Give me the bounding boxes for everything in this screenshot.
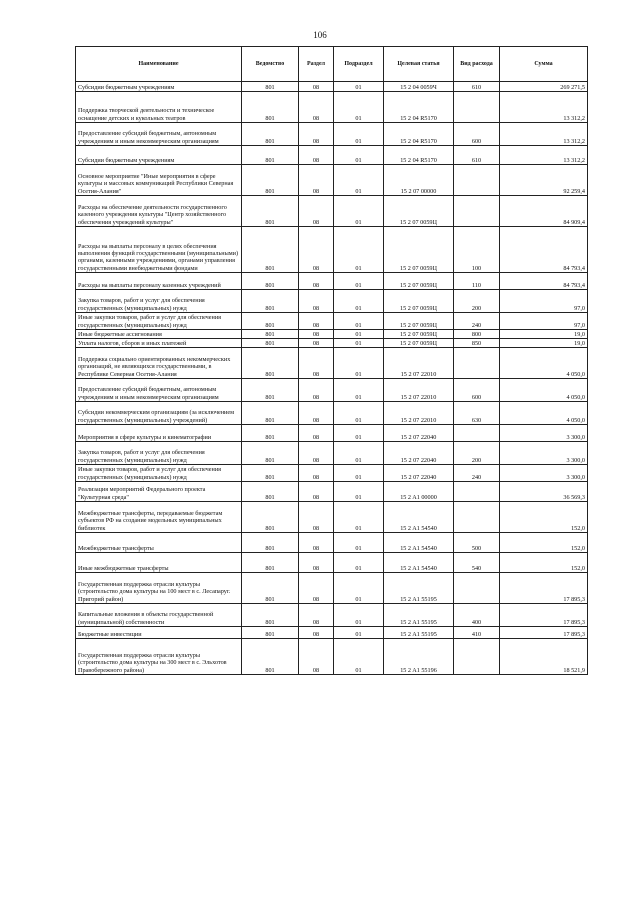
cell-vid-raskhoda: 850: [454, 339, 500, 348]
cell-vedomstvo: 801: [242, 146, 299, 165]
cell-vedomstvo: 801: [242, 604, 299, 627]
cell-vid-raskhoda: 110: [454, 273, 500, 290]
cell-summa: 152,0: [500, 533, 588, 553]
cell-vid-raskhoda: 240: [454, 465, 500, 482]
table-row: [76, 379, 588, 402]
cell-name: Предоставление субсидий бюджетным, автономным учреждениям и иным некоммерческим организациям: [76, 123, 242, 146]
table-header-row: [76, 47, 588, 82]
cell-vid-raskhoda: 240: [454, 313, 500, 330]
cell-name: Иные бюджетные ассигнования: [76, 330, 242, 339]
cell-summa: 84 909,4: [500, 196, 588, 227]
cell-razdel: 08: [299, 92, 334, 123]
cell-tselevaya-statya: 15 2 04 R5170: [384, 123, 454, 146]
cell-razdel: 08: [299, 273, 334, 290]
cell-vedomstvo: 801: [242, 165, 299, 196]
cell-tselevaya-statya: 15 2 07 0059Ц: [384, 313, 454, 330]
cell-razdel: 08: [299, 82, 334, 92]
cell-podrazdel: 01: [334, 482, 384, 502]
cell-tselevaya-statya: 15 2 04 0059Ч: [384, 82, 454, 92]
cell-razdel: 08: [299, 627, 334, 639]
cell-razdel: 08: [299, 165, 334, 196]
cell-name: Поддержка творческой деятельности и техническое оснащение детских и кукольных театров: [76, 92, 242, 123]
table-row: [76, 165, 588, 196]
table-row: [76, 627, 588, 639]
cell-vedomstvo: 801: [242, 379, 299, 402]
cell-vid-raskhoda: 540: [454, 553, 500, 573]
cell-podrazdel: 01: [334, 553, 384, 573]
cell-summa: 17 895,3: [500, 604, 588, 627]
cell-tselevaya-statya: 15 2 07 22010: [384, 348, 454, 379]
cell-razdel: 08: [299, 425, 334, 442]
cell-tselevaya-statya: 15 2 07 22040: [384, 465, 454, 482]
cell-name: Иные закупки товаров, работ и услуг для обеспечения государственных (муниципальных) нужд: [76, 465, 242, 482]
cell-podrazdel: 01: [334, 82, 384, 92]
cell-vedomstvo: 801: [242, 82, 299, 92]
cell-razdel: 08: [299, 348, 334, 379]
cell-podrazdel: 01: [334, 573, 384, 604]
cell-podrazdel: 01: [334, 442, 384, 465]
table-row: [76, 533, 588, 553]
cell-razdel: 08: [299, 196, 334, 227]
cell-razdel: 08: [299, 502, 334, 533]
cell-summa: 17 895,3: [500, 573, 588, 604]
cell-name: Расходы на выплаты персоналу казенных учреждений: [76, 273, 242, 290]
budget-table: [75, 46, 588, 675]
cell-vedomstvo: 801: [242, 330, 299, 339]
table-row: [76, 502, 588, 533]
cell-summa: 18 521,9: [500, 639, 588, 675]
table-row: [76, 348, 588, 379]
cell-name: Мероприятия в сфере культуры и кинематографии: [76, 425, 242, 442]
cell-podrazdel: 01: [334, 533, 384, 553]
cell-vedomstvo: 801: [242, 639, 299, 675]
table-row: [76, 227, 588, 273]
header-summa: Сумма: [500, 47, 588, 82]
cell-name: Поддержка социально ориентированных некоммерческих организаций, не являющихся государственными, в Республике Северная Осетия-Алания: [76, 348, 242, 379]
cell-tselevaya-statya: 15 2 A1 55195: [384, 604, 454, 627]
cell-razdel: 08: [299, 313, 334, 330]
cell-vid-raskhoda: [454, 425, 500, 442]
cell-vid-raskhoda: [454, 573, 500, 604]
cell-name: Субсидии бюджетным учреждениям: [76, 146, 242, 165]
header-razdel: Раздел: [299, 47, 334, 82]
cell-podrazdel: 01: [334, 273, 384, 290]
cell-vedomstvo: 801: [242, 442, 299, 465]
cell-vedomstvo: 801: [242, 290, 299, 313]
cell-name: Основное мероприятие "Иные мероприятия в сфере культуры и массовых коммуникаций Республики Северная Осетия-Алания": [76, 165, 242, 196]
cell-summa: 269 271,5: [500, 82, 588, 92]
cell-vedomstvo: 801: [242, 196, 299, 227]
cell-summa: 152,0: [500, 502, 588, 533]
cell-podrazdel: 01: [334, 92, 384, 123]
header-podrazdel: Подраздел: [334, 47, 384, 82]
cell-vid-raskhoda: [454, 165, 500, 196]
cell-tselevaya-statya: 15 2 07 22040: [384, 425, 454, 442]
cell-podrazdel: 01: [334, 146, 384, 165]
cell-vid-raskhoda: [454, 348, 500, 379]
cell-podrazdel: 01: [334, 348, 384, 379]
cell-summa: 4 050,0: [500, 379, 588, 402]
cell-summa: 3 300,0: [500, 465, 588, 482]
table-row: [76, 290, 588, 313]
cell-razdel: 08: [299, 573, 334, 604]
cell-razdel: 08: [299, 339, 334, 348]
table-row: [76, 553, 588, 573]
cell-vedomstvo: 801: [242, 227, 299, 273]
cell-vedomstvo: 801: [242, 273, 299, 290]
cell-name: Межбюджетные трансферты, передаваемые бюджетам субъектов РФ на создание модельных муниципальных библиотек: [76, 502, 242, 533]
cell-summa: 3 300,0: [500, 425, 588, 442]
cell-summa: 4 050,0: [500, 402, 588, 425]
cell-podrazdel: 01: [334, 339, 384, 348]
cell-vid-raskhoda: [454, 196, 500, 227]
cell-razdel: 08: [299, 402, 334, 425]
cell-vedomstvo: 801: [242, 313, 299, 330]
table-row: [76, 273, 588, 290]
cell-summa: 13 312,2: [500, 92, 588, 123]
cell-vid-raskhoda: 400: [454, 604, 500, 627]
table-row: [76, 196, 588, 227]
cell-vid-raskhoda: 630: [454, 402, 500, 425]
cell-summa: 19,0: [500, 339, 588, 348]
cell-tselevaya-statya: 15 2 07 22010: [384, 379, 454, 402]
cell-name: Государственная поддержка отрасли культуры (строительство дома культуры на 300 мест в с. Эльхотов Правобережного района): [76, 639, 242, 675]
cell-tselevaya-statya: 15 2 A1 54540: [384, 533, 454, 553]
cell-name: Предоставление субсидий бюджетным, автономным учреждениям и иным некоммерческим организациям: [76, 379, 242, 402]
cell-tselevaya-statya: 15 2 A1 54540: [384, 502, 454, 533]
cell-vedomstvo: 801: [242, 339, 299, 348]
cell-name: Капитальные вложения в объекты государственной (муниципальной) собственности: [76, 604, 242, 627]
cell-podrazdel: 01: [334, 425, 384, 442]
header-vedomstvo: Ведомство: [242, 47, 299, 82]
header-name: Наименование: [76, 47, 242, 82]
cell-name: Иные межбюджетные трансферты: [76, 553, 242, 573]
cell-tselevaya-statya: 15 2 07 22040: [384, 442, 454, 465]
cell-razdel: 08: [299, 146, 334, 165]
cell-podrazdel: 01: [334, 502, 384, 533]
header-tselevaya-statya: Целевая статья: [384, 47, 454, 82]
table-row: [76, 465, 588, 482]
cell-podrazdel: 01: [334, 330, 384, 339]
cell-vid-raskhoda: 100: [454, 227, 500, 273]
cell-tselevaya-statya: 15 2 04 R5170: [384, 146, 454, 165]
cell-vedomstvo: 801: [242, 465, 299, 482]
cell-name: Реализация мероприятий Федерального проекта "Культурная среда": [76, 482, 242, 502]
cell-vid-raskhoda: 410: [454, 627, 500, 639]
cell-tselevaya-statya: 15 2 07 0059Ц: [384, 330, 454, 339]
cell-razdel: 08: [299, 227, 334, 273]
cell-podrazdel: 01: [334, 604, 384, 627]
cell-tselevaya-statya: 15 2 A1 54540: [384, 553, 454, 573]
table-row: [76, 313, 588, 330]
cell-tselevaya-statya: 15 2 A1 00000: [384, 482, 454, 502]
cell-vedomstvo: 801: [242, 425, 299, 442]
cell-razdel: 08: [299, 604, 334, 627]
cell-vedomstvo: 801: [242, 627, 299, 639]
cell-razdel: 08: [299, 442, 334, 465]
cell-vid-raskhoda: 600: [454, 123, 500, 146]
table-row: [76, 402, 588, 425]
cell-summa: 84 793,4: [500, 227, 588, 273]
cell-tselevaya-statya: 15 2 07 0059Ц: [384, 339, 454, 348]
cell-summa: 19,0: [500, 330, 588, 339]
cell-podrazdel: 01: [334, 627, 384, 639]
cell-summa: 17 895,3: [500, 627, 588, 639]
cell-vid-raskhoda: [454, 92, 500, 123]
table-row: [76, 604, 588, 627]
cell-vedomstvo: 801: [242, 402, 299, 425]
cell-podrazdel: 01: [334, 313, 384, 330]
cell-vedomstvo: 801: [242, 502, 299, 533]
cell-tselevaya-statya: 15 2 07 0059Ц: [384, 290, 454, 313]
table-row: [76, 92, 588, 123]
cell-vedomstvo: 801: [242, 533, 299, 553]
cell-name: Закупка товаров, работ и услуг для обеспечения государственных (муниципальных) нужд: [76, 442, 242, 465]
cell-vedomstvo: 801: [242, 123, 299, 146]
cell-name: Иные закупки товаров, работ и услуг для обеспечения государственных (муниципальных) нужд: [76, 313, 242, 330]
cell-podrazdel: 01: [334, 196, 384, 227]
table-row: [76, 573, 588, 604]
cell-vid-raskhoda: 200: [454, 442, 500, 465]
cell-name: Расходы на выплаты персоналу в целях обеспечения выполнения функций государственными (муниципальными) органами, казенными учреждениями, органами управления государственными внебюджетными фондами: [76, 227, 242, 273]
cell-summa: 92 259,4: [500, 165, 588, 196]
cell-name: Закупка товаров, работ и услуг для обеспечения государственных (муниципальных) нужд: [76, 290, 242, 313]
table-row: [76, 442, 588, 465]
cell-tselevaya-statya: 15 2 07 0059Ц: [384, 196, 454, 227]
table-row: [76, 146, 588, 165]
cell-name: Государственная поддержка отрасли культуры (строительство дома культуры на 100 мест в с. Лесапаруг. Пригорий район): [76, 573, 242, 604]
cell-summa: 97,0: [500, 290, 588, 313]
cell-tselevaya-statya: 15 2 07 22010: [384, 402, 454, 425]
cell-podrazdel: 01: [334, 465, 384, 482]
cell-summa: 13 312,2: [500, 146, 588, 165]
cell-podrazdel: 01: [334, 639, 384, 675]
cell-podrazdel: 01: [334, 379, 384, 402]
cell-vid-raskhoda: 610: [454, 146, 500, 165]
cell-vid-raskhoda: [454, 502, 500, 533]
cell-summa: 13 312,2: [500, 123, 588, 146]
cell-vedomstvo: 801: [242, 553, 299, 573]
table-row: [76, 425, 588, 442]
page-number: 106: [313, 30, 327, 40]
cell-podrazdel: 01: [334, 123, 384, 146]
cell-vid-raskhoda: [454, 482, 500, 502]
cell-name: Расходы на обеспечение деятельности государственного казенного учреждения культуры "Центр хозяйственного обеспечения учреждений культуры": [76, 196, 242, 227]
cell-summa: 3 300,0: [500, 442, 588, 465]
cell-vedomstvo: 801: [242, 573, 299, 604]
cell-name: Бюджетные инвестиции: [76, 627, 242, 639]
cell-tselevaya-statya: 15 2 04 R5170: [384, 92, 454, 123]
cell-razdel: 08: [299, 482, 334, 502]
cell-vedomstvo: 801: [242, 482, 299, 502]
cell-razdel: 08: [299, 123, 334, 146]
cell-tselevaya-statya: 15 2 A1 55195: [384, 573, 454, 604]
cell-razdel: 08: [299, 553, 334, 573]
cell-razdel: 08: [299, 465, 334, 482]
cell-vedomstvo: 801: [242, 92, 299, 123]
cell-vid-raskhoda: 800: [454, 330, 500, 339]
table-row: [76, 482, 588, 502]
table-row: [76, 639, 588, 675]
table-row: [76, 123, 588, 146]
table-row: [76, 82, 588, 92]
cell-razdel: 08: [299, 379, 334, 402]
cell-tselevaya-statya: 15 2 A1 55196: [384, 639, 454, 675]
cell-tselevaya-statya: 15 2 07 0059Ц: [384, 273, 454, 290]
cell-name: Субсидии некоммерческим организациям (за исключением государственных (муниципальных) учреждений): [76, 402, 242, 425]
cell-vid-raskhoda: 500: [454, 533, 500, 553]
cell-podrazdel: 01: [334, 227, 384, 273]
header-vid-raskhoda: Вид расхода: [454, 47, 500, 82]
cell-podrazdel: 01: [334, 165, 384, 196]
cell-vid-raskhoda: 600: [454, 379, 500, 402]
cell-name: Уплата налогов, сборов и иных платежей: [76, 339, 242, 348]
cell-vid-raskhoda: 610: [454, 82, 500, 92]
cell-vedomstvo: 801: [242, 348, 299, 379]
cell-tselevaya-statya: 15 2 A1 55195: [384, 627, 454, 639]
cell-summa: 97,0: [500, 313, 588, 330]
table-body: [76, 82, 588, 675]
table-row: [76, 330, 588, 339]
cell-podrazdel: 01: [334, 290, 384, 313]
cell-tselevaya-statya: 15 2 07 0059Ц: [384, 227, 454, 273]
cell-name: Субсидии бюджетным учреждениям: [76, 82, 242, 92]
cell-summa: 36 569,3: [500, 482, 588, 502]
cell-summa: 4 050,0: [500, 348, 588, 379]
cell-name: Межбюджетные трансферты: [76, 533, 242, 553]
cell-razdel: 08: [299, 639, 334, 675]
cell-vid-raskhoda: 200: [454, 290, 500, 313]
cell-razdel: 08: [299, 533, 334, 553]
cell-podrazdel: 01: [334, 402, 384, 425]
cell-tselevaya-statya: 15 2 07 00000: [384, 165, 454, 196]
cell-vid-raskhoda: [454, 639, 500, 675]
cell-razdel: 08: [299, 290, 334, 313]
cell-summa: 152,0: [500, 553, 588, 573]
cell-summa: 84 793,4: [500, 273, 588, 290]
cell-razdel: 08: [299, 330, 334, 339]
table-row: [76, 339, 588, 348]
